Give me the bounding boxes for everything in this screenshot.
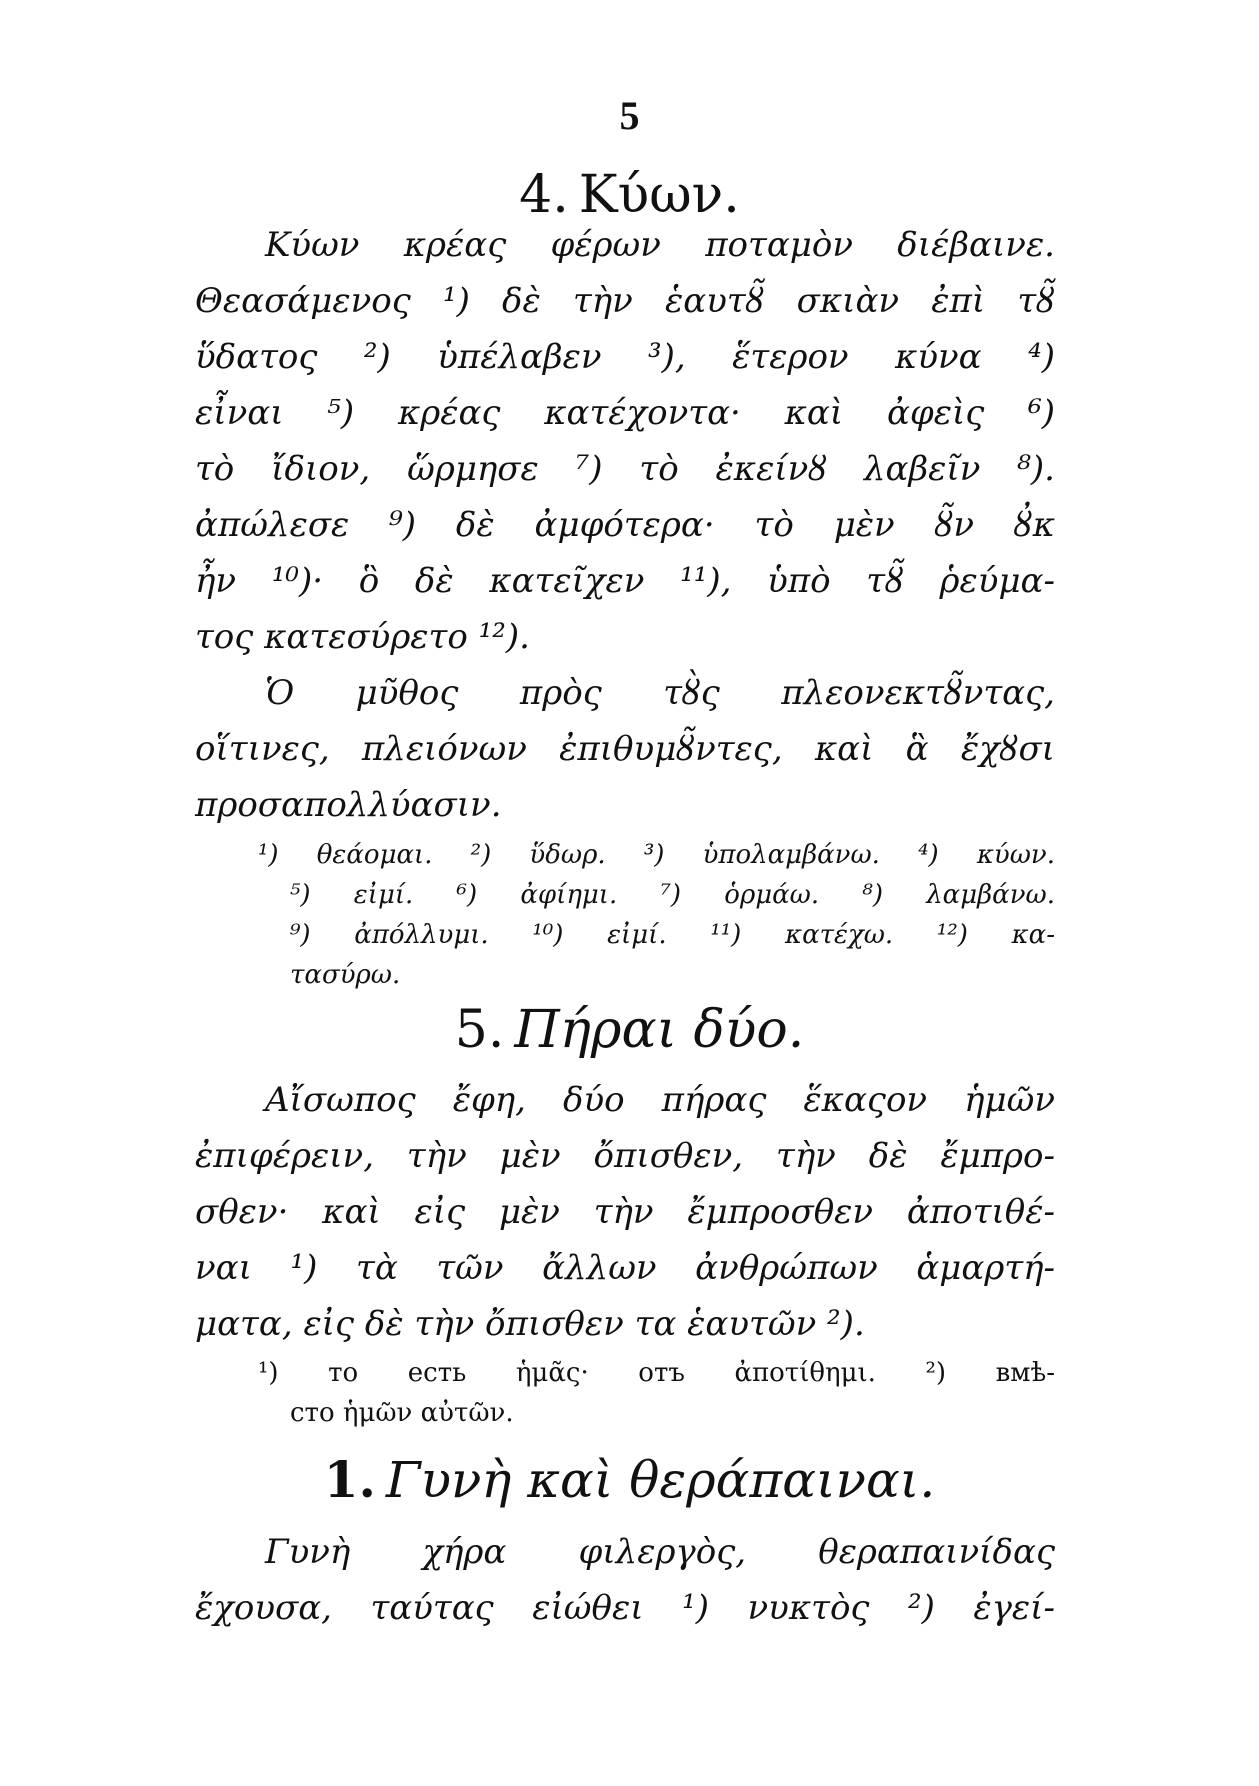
fable-1-heading bbox=[0, 1450, 1259, 1509]
fable-1-title: Γυνὴ καὶ θεράπαιναι. bbox=[385, 1451, 936, 1509]
fable-4-line: Θεασάμενος ¹) δὲ τὴν ἑαυτȣ̃ σκιὰν ἐπὶ τȣ̃ bbox=[195, 281, 1055, 321]
fable-5-line: ναι ¹) τὰ τῶν ἄλλων ἀνθρώπων ἁμαρτή- bbox=[195, 1248, 1055, 1288]
fable-4-line: εἶναι ⁵) κρέας κατέχοντα· καὶ ἀφεὶς ⁶) bbox=[195, 393, 1055, 433]
fable-5-line: ἐπιφέρειν, τὴν μὲν ὄπισθεν, τὴν δὲ ἔμπρο- bbox=[195, 1136, 1055, 1176]
page-number: 5 bbox=[619, 93, 640, 138]
fable-4-line: Κύων κρέας φέρων ποταμὸν διέβαινε. bbox=[265, 225, 1055, 265]
fable-4-number: 4. bbox=[519, 165, 569, 225]
fable-5-line: Αἴσωπος ἔφη, δύο πήρας ἕκαςον ἡμῶν bbox=[265, 1080, 1055, 1120]
fable-1-line: ἔχουσα, ταύτας εἰώθει ¹) νυκτὸς ²) ἐγεί- bbox=[195, 1588, 1055, 1628]
fable-5-title: Πήραι δύο. bbox=[514, 1000, 805, 1060]
fable-1-number: 1. bbox=[323, 1450, 376, 1509]
fable-4-footnote: ⁹) ἀπόλλυμι. ¹⁰) εἰμί. ¹¹) κατέχω. ¹²) κα- bbox=[290, 920, 1055, 950]
fable-5-line: ματα, εἰς δὲ τὴν ὄπισθεν τα ἑαυτῶν ²). bbox=[195, 1304, 865, 1344]
fable-4-footnote: τασύρω. bbox=[290, 960, 401, 990]
fable-4-line: τος κατεσύρετο ¹²). bbox=[195, 617, 530, 657]
fable-4-line: ἀπώλεσε ⁹) δὲ ἀμφότερα· τὸ μὲν ȣ̃ν ȣ̓κ bbox=[195, 505, 1055, 545]
fable-5-footnote: ¹) то есть ἡμᾶς· отъ ἀποτίθημι. ²) вмѣ- bbox=[258, 1358, 1055, 1388]
fable-4-line: ἦν ¹⁰)· ὃ δὲ κατεῖχεν ¹¹), ὑπὸ τȣ̃ ῥεύμα- bbox=[195, 561, 1055, 601]
fable-4-footnote: ¹) θεάομαι. ²) ὕδωρ. ³) ὑπολαμβάνω. ⁴) κύων. bbox=[258, 840, 1055, 870]
fable-5-line: σθεν· καὶ εἰς μὲν τὴν ἔμπροσθεν ἀποτιθέ- bbox=[195, 1192, 1055, 1232]
fable-4-moral-line: οἵτινες, πλειόνων ἐπιθυμȣ̃ντες, καὶ ἃ ἔχȣσι bbox=[195, 729, 1055, 769]
fable-4-moral-line: Ὁ μῦθος πρὸς τȣ̀ς πλεονεκτȣ̃ντας, bbox=[265, 673, 1055, 713]
fable-5-footnote: сто ἡμῶν αὐτῶν. bbox=[290, 1398, 514, 1428]
fable-4-heading bbox=[0, 165, 1259, 225]
fable-4-title: Κύων. bbox=[578, 165, 740, 225]
fable-4-line: ὕδατος ²) ὑπέλαβεν ³), ἕτερον κύνα ⁴) bbox=[195, 337, 1055, 377]
fable-5-heading bbox=[0, 1000, 1259, 1060]
fable-4-line: τὸ ἴδιον, ὥρμησε ⁷) τὸ ἐκείνȣ λαβεῖν ⁸). bbox=[195, 449, 1055, 489]
fable-1-line: Γυνὴ χήρα φιλεργὸς, θεραπαινίδας bbox=[265, 1532, 1055, 1572]
fable-5-number: 5. bbox=[454, 1000, 505, 1060]
fable-4-footnote: ⁵) εἰμί. ⁶) ἀφίημι. ⁷) ὁρμάω. ⁸) λαμβάνω. bbox=[290, 880, 1055, 910]
fable-4-moral-line: προσαπολλύασιν. bbox=[195, 785, 502, 825]
